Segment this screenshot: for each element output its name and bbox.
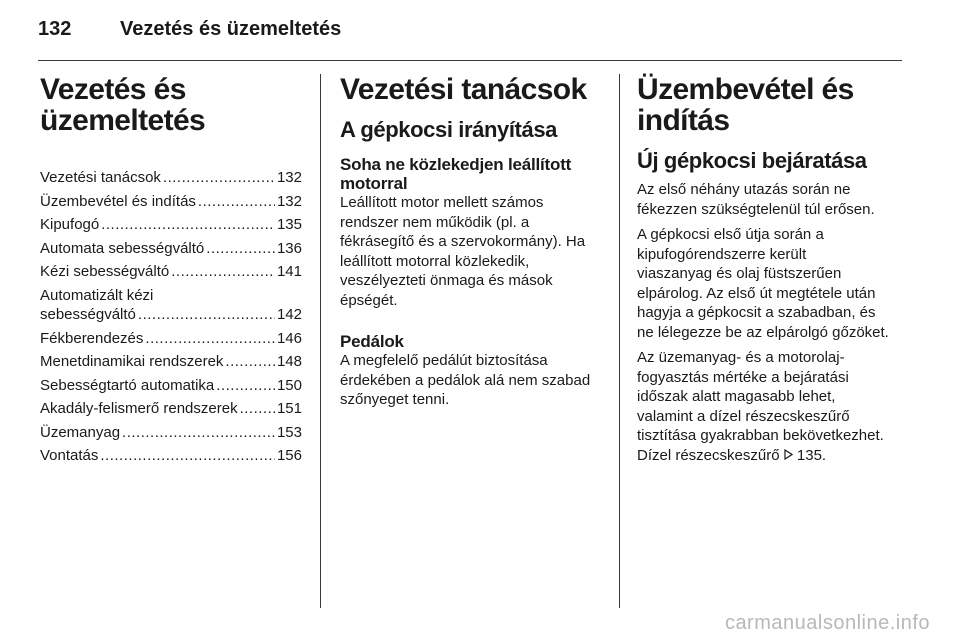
page-header	[38, 14, 341, 44]
text-line: fogyasztás mértéke a bejáratási	[637, 368, 849, 386]
page-number: 132	[38, 17, 72, 40]
text-line: Az üzemanyag- és a motorolaj-	[637, 349, 845, 366]
paragraph-first-trips	[637, 180, 901, 219]
subsection-title-line2: motorral	[340, 174, 408, 193]
toc-item-uzemanyag[interactable]	[40, 423, 302, 443]
text-line: érdekében a pedálok alá nem szabad	[340, 371, 591, 389]
toc-item-page: 136	[276, 239, 302, 257]
text-line: Leállított motor mellett számos	[340, 194, 544, 211]
triangle-right-icon	[784, 446, 793, 466]
watermark: carmanualsonline.info	[724, 612, 930, 634]
toc-item-page: 141	[276, 263, 302, 280]
subheading-vehicle-control: A gépkocsi irányítása	[340, 117, 557, 142]
text-line: fékrásegítő és a szervokormány). Ha	[340, 233, 586, 250]
text-line: ne lélegezze be az elpárolgó gőzöket.	[637, 323, 889, 341]
toc-item-title: Vontatás	[40, 447, 99, 464]
toc-item-page: 135	[276, 216, 302, 233]
text-line: rendszer nem működik (pl. a	[340, 213, 530, 231]
toc-column	[40, 74, 302, 470]
column-divider-2	[619, 74, 620, 608]
text-line: fékezzen szükségtelenül túl erősen.	[637, 200, 875, 218]
toc-item-title: Menetdinamikai rendszerek	[40, 353, 224, 370]
text-line: hagyja a gépkocsit a szabadban, és	[637, 304, 876, 321]
toc-item-title: Üzemanyag	[40, 423, 121, 441]
paragraph-first-drive	[637, 225, 901, 342]
toc-item-title: Akadály-felismerő rendszerek	[40, 400, 238, 417]
toc-item-page: 142	[276, 306, 302, 323]
text-line: Dízel részecskeszűrő	[637, 446, 780, 464]
chapter-title: Vezetés és üzemeltetés	[120, 17, 342, 40]
table-of-contents	[40, 168, 302, 466]
toc-leader	[138, 305, 275, 325]
text-line: valamint a dízel részecskeszűrő	[637, 407, 850, 425]
toc-item-title: Vezetési tanácsok	[40, 169, 161, 186]
toc-item-vezetesi-tanacsok[interactable]	[40, 168, 302, 188]
toc-item-page: 153	[276, 423, 302, 441]
toc-leader	[171, 262, 275, 282]
subsection-title-line1: Soha ne közlekedjen leállított	[340, 155, 572, 174]
toc-leader	[198, 192, 275, 212]
subsection-title-pedals: Pedálok	[340, 332, 404, 351]
toc-leader	[225, 352, 275, 372]
toc-item-title: Sebességtartó automatika	[40, 376, 215, 394]
toc-leader	[216, 376, 275, 396]
subheading-running-in: Új gépkocsi bejáratása	[637, 148, 867, 173]
text-line: A megfelelő pedálút biztosítása	[340, 352, 548, 369]
driving-tips-column	[340, 74, 602, 410]
toc-item-title: Automatizált kézi	[40, 286, 154, 304]
text-line: leállított motorral közlekedik,	[340, 252, 530, 270]
header-divider	[38, 60, 902, 61]
column-divider-1	[320, 74, 321, 608]
text-line: elpárolog. Az első út megtétele után	[637, 284, 876, 302]
section-heading-startup: Üzembevétel és indítás	[637, 73, 854, 137]
toc-item-title: Kipufogó	[40, 216, 100, 233]
text-line: kipufogórendszerre került	[637, 245, 807, 263]
chapter-heading-line2: üzemeltetés	[40, 104, 206, 137]
text-line: időszak alatt magasabb lehet,	[637, 388, 836, 405]
text-line: A gépkocsi első útja során a	[637, 226, 824, 243]
toc-item-uzembevetel[interactable]	[40, 192, 302, 212]
toc-item-vontatas[interactable]	[40, 446, 302, 466]
toc-item-title: Automata sebességváltó	[40, 239, 205, 257]
toc-leader	[163, 168, 275, 188]
toc-item-kezi[interactable]	[40, 262, 302, 282]
toc-item-page: 156	[276, 447, 302, 464]
startup-column	[637, 74, 901, 465]
toc-item-sebessegtarto[interactable]	[40, 376, 302, 396]
toc-item-page: 132	[276, 169, 302, 186]
toc-item-line2	[40, 305, 302, 325]
paragraph-engine-off	[340, 193, 602, 310]
toc-item-automatizalt[interactable]	[40, 286, 302, 325]
toc-leader	[122, 423, 275, 443]
section-heading-driving-tips: Vezetési tanácsok	[340, 73, 587, 106]
text-line: épségét.	[340, 291, 398, 309]
toc-item-title: Üzembevétel és indítás	[40, 192, 196, 210]
toc-item-page: 146	[276, 329, 302, 347]
toc-item-page: 148	[276, 353, 302, 370]
paragraph-pedals	[340, 351, 602, 410]
toc-leader	[100, 446, 275, 466]
chapter-heading	[40, 74, 260, 136]
toc-item-fek[interactable]	[40, 329, 302, 349]
subsection-title-engine-off	[340, 155, 602, 193]
toc-item-title-cont: sebességváltó	[40, 306, 136, 323]
toc-item-page: 151	[276, 400, 302, 417]
toc-item-akadaly[interactable]	[40, 399, 302, 419]
text-line: tisztítása gyakrabban bekövetkezhet.	[637, 427, 884, 444]
toc-leader	[101, 215, 275, 235]
text-line: veszélyezteti önmaga és mások	[340, 272, 553, 289]
text-line: szőnyeget tenni.	[340, 391, 450, 408]
toc-item-page: 132	[276, 192, 302, 210]
toc-leader	[145, 329, 275, 349]
toc-item-title: Fékberendezés	[40, 329, 144, 347]
text-line: viaszanyag és olaj füstszerűen	[637, 265, 842, 282]
page-reference[interactable]: 135.	[796, 446, 827, 464]
toc-item-automata[interactable]	[40, 239, 302, 259]
toc-leader	[240, 399, 275, 419]
toc-item-kipufogo[interactable]	[40, 215, 302, 235]
text-line: Az első néhány utazás során ne	[637, 181, 851, 198]
paragraph-consumption	[637, 348, 901, 465]
toc-leader	[206, 239, 275, 259]
chapter-heading-line1: Vezetés és	[40, 73, 186, 106]
toc-item-page: 150	[276, 376, 302, 394]
toc-item-menetdinamikai[interactable]	[40, 352, 302, 372]
toc-item-title: Kézi sebességváltó	[40, 263, 170, 280]
